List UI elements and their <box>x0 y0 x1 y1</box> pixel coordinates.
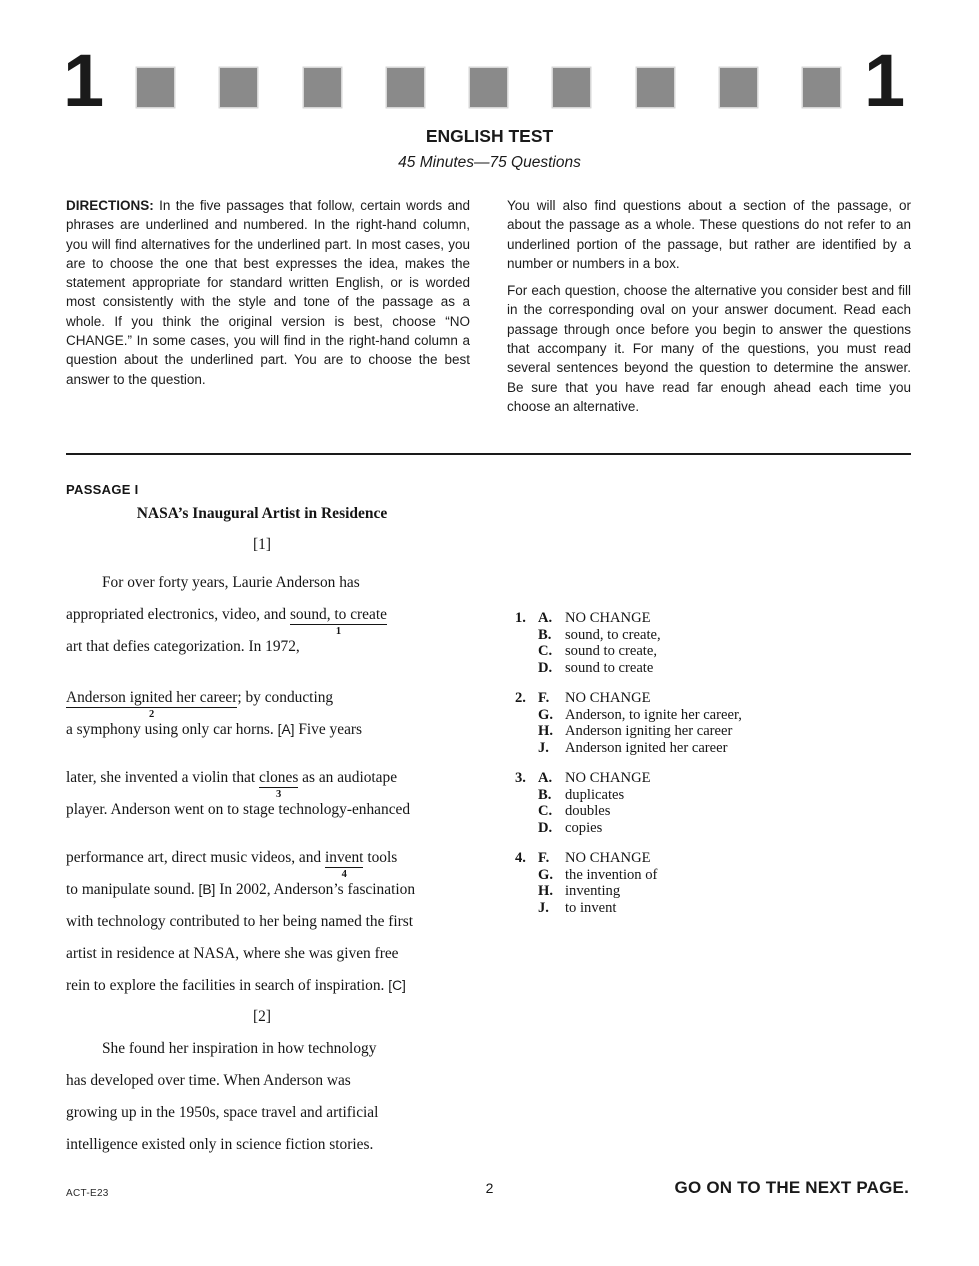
passage-chunk <box>66 842 486 1002</box>
insertion-point-marker: [A] <box>277 722 295 737</box>
option-letter: B. <box>538 786 552 803</box>
passage-line: intelligence existed only in science fiction stories. <box>66 1136 374 1153</box>
passage-chunk <box>66 567 486 663</box>
question-number: 2. <box>515 690 526 706</box>
underlined-portion: Anderson ignited her career 2 <box>66 689 238 720</box>
header-square <box>470 68 507 107</box>
page-number: 2 <box>485 1180 494 1196</box>
option-text: inventing <box>565 883 621 900</box>
answer-options <box>538 770 651 836</box>
directions-right-column <box>507 196 911 424</box>
passage-line: a symphony using only car horns. [A] Five years <box>66 721 363 738</box>
option-letter: H. <box>538 883 553 900</box>
underlined-portion: clones 3 <box>259 769 299 800</box>
option-text: Anderson igniting her career <box>565 723 733 740</box>
passage-chunk <box>66 762 486 826</box>
option-letter: G. <box>538 706 553 723</box>
passage-line: has developed over time. When Anderson was <box>66 1072 351 1089</box>
answer-option <box>538 723 742 740</box>
passage-label: PASSAGE I <box>66 482 139 497</box>
underline-number: 1 <box>335 626 342 637</box>
passage-line: art that defies categorization. In 1972, <box>66 638 300 655</box>
option-text: copies <box>565 819 603 836</box>
header-square <box>637 68 674 107</box>
option-text: Anderson, to ignite her career, <box>565 706 742 723</box>
option-letter: J. <box>538 899 549 916</box>
question-number: 1. <box>515 610 526 626</box>
answer-option <box>538 867 657 884</box>
directions-paragraph: For each question, choose the alternative you consider best and fill in the corresponding oval on your answer document. Read each passage through once before you begin to answer the questions that accompany it. For many of the questions, you must read several sentences beyond the question to determine the answer. Be sure that you have read far enough ahead each time you choose an alternative. <box>507 283 911 414</box>
underline-number: 4 <box>341 869 347 880</box>
question-3 <box>508 770 651 836</box>
header-square <box>220 68 257 107</box>
underlined-portion: invent 4 <box>324 849 364 880</box>
option-letter: J. <box>538 739 549 756</box>
answer-option <box>538 787 651 804</box>
option-letter: C. <box>538 803 553 820</box>
option-text: sound to create, <box>565 643 657 660</box>
passage-line: player. Anderson went on to stage technology-enhanced <box>66 801 411 818</box>
answer-option <box>538 820 651 837</box>
passage-line: to manipulate sound. [B] In 2002, Anderson’s fascination <box>66 881 416 898</box>
passage-title: NASA’s Inaugural Artist in Residence <box>136 505 388 522</box>
option-text: sound to create <box>565 659 654 676</box>
header-square <box>720 68 757 107</box>
answer-option <box>538 627 661 644</box>
passage-chunk <box>66 682 486 746</box>
answer-options <box>538 850 657 916</box>
answer-option <box>538 900 657 917</box>
answer-option <box>538 770 651 787</box>
option-text: NO CHANGE <box>565 850 651 866</box>
answer-option <box>538 883 657 900</box>
option-letter: D. <box>538 659 553 676</box>
option-text: the invention of <box>565 866 658 883</box>
question-4 <box>508 850 657 916</box>
header-square <box>137 68 174 107</box>
paragraph-marker-1: [1] <box>253 536 271 553</box>
section-divider-rule <box>66 453 911 455</box>
header-square <box>553 68 590 107</box>
answer-option <box>538 643 661 660</box>
question-2 <box>508 690 742 756</box>
option-letter: G. <box>538 866 553 883</box>
option-text: duplicates <box>565 786 625 803</box>
option-letter: F. <box>538 850 550 866</box>
option-text: NO CHANGE <box>565 610 651 626</box>
option-letter: A. <box>538 610 553 626</box>
passage-line: artist in residence at NASA, where she was given free <box>66 945 399 962</box>
answer-option <box>538 690 742 707</box>
passage-line: For over forty years, Laurie Anderson has <box>102 574 360 591</box>
section-number-right: 1 <box>864 39 903 122</box>
passage-line: appropriated electronics, video, and sound, to create 1 <box>66 606 387 637</box>
section-number-left: 1 <box>63 39 102 122</box>
test-title: ENGLISH TEST <box>425 126 554 146</box>
option-letter: H. <box>538 723 553 740</box>
option-text: sound, to create, <box>565 626 661 643</box>
insertion-point-marker: [C] <box>388 978 406 993</box>
option-text: doubles <box>565 803 611 820</box>
test-body <box>0 470 979 1170</box>
passage-line: later, she invented a violin that clones 3 as an audiotape <box>66 769 398 800</box>
continue-instruction: GO ON TO THE NEXT PAGE. <box>674 1178 909 1197</box>
header-square-row <box>137 67 840 107</box>
option-text: Anderson ignited her career <box>565 739 728 756</box>
passage-line: Anderson ignited her career 2 ; by conducting <box>66 689 334 720</box>
question-number: 4. <box>515 850 526 866</box>
answer-option <box>538 660 661 677</box>
test-subtitle: 45 Minutes—75 Questions <box>398 154 581 171</box>
insertion-point-marker: [B] <box>198 882 216 897</box>
option-letter: A. <box>538 770 553 786</box>
passage-line: rein to explore the facilities in search of inspiration. [C] <box>66 977 406 994</box>
directions-paragraph <box>66 196 470 389</box>
answer-option <box>538 707 742 724</box>
directions-text: In the five passages that follow, certain words and phrases are underlined and numbered. In the right-hand column, you will find alternatives for the underlined part. In most cases, you are to choose the one that best expresses the idea, makes the statement appropriate for standard written English, or is worded most consistently with the style and tone of the passage as a whole. If you think the original version is best, choose “NO CHANGE.” In some cases, you will find in the right-hand column a question about the underlined part. You are to choose the best answer to the question. <box>66 198 470 387</box>
directions-block <box>66 196 911 424</box>
underline-number: 3 <box>276 789 282 800</box>
answer-option <box>538 610 661 627</box>
option-text: to invent <box>565 899 617 916</box>
paragraph-marker-2: [2] <box>253 1008 271 1025</box>
form-code: ACT-E23 <box>66 1188 109 1199</box>
option-text: NO CHANGE <box>565 690 651 706</box>
answer-option <box>538 803 651 820</box>
option-letter: C. <box>538 643 553 660</box>
directions-label: DIRECTIONS: <box>66 198 154 213</box>
passage-line: She found her inspiration in how technology <box>102 1040 377 1057</box>
option-letter: B. <box>538 626 552 643</box>
directions-left-column <box>66 196 470 424</box>
passage-line: with technology contributed to her being named the first <box>66 913 414 930</box>
option-text: NO CHANGE <box>565 770 651 786</box>
header-square <box>304 68 341 107</box>
passage-chunk <box>66 1033 486 1161</box>
answer-options <box>538 690 742 756</box>
question-1 <box>508 610 661 676</box>
underlined-portion: sound, to create 1 <box>289 606 387 637</box>
answer-options <box>538 610 661 676</box>
question-number: 3. <box>515 770 526 786</box>
answer-option <box>538 850 657 867</box>
underline-number: 2 <box>149 709 155 720</box>
passage-line: growing up in the 1950s, space travel and artificial <box>66 1104 379 1121</box>
answer-option <box>538 740 742 757</box>
option-letter: F. <box>538 690 550 706</box>
directions-paragraph: You will also find questions about a section of the passage, or about the passage as a whole. These questions do not refer to an underlined portion of the passage, but rather are identified by a number or numbers in a box. <box>507 198 911 271</box>
option-letter: D. <box>538 819 553 836</box>
header-square <box>387 68 424 107</box>
passage-line: performance art, direct music videos, and invent 4 tools <box>66 849 398 880</box>
header-square <box>803 68 840 107</box>
